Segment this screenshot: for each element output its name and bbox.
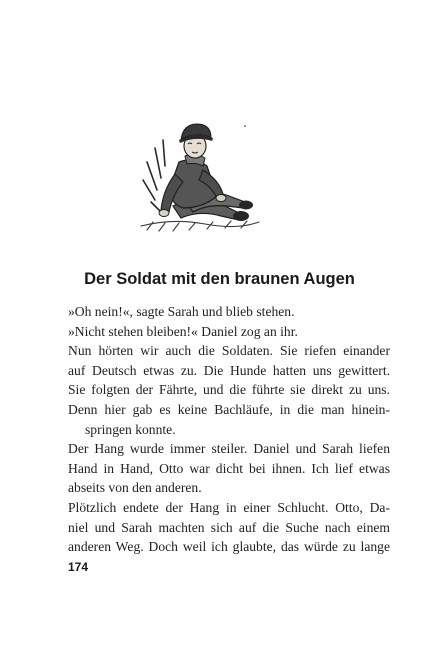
text-line: niel und Sarah machten sich auf die Suche nach einem: [68, 519, 390, 535]
text-line: Hand in Hand, Otto war dicht bei ihnen. Ich lief etwas: [68, 460, 390, 476]
text-line: »Oh nein!«, sagte Sarah und blieb stehen.: [68, 304, 295, 319]
text-line: anderen Weg. Doch weil ich glaubte, das würde zu lange: [68, 539, 390, 555]
text-line: auf Deutsch etwas zu. Die Hunde hatten uns gewittert.: [68, 362, 390, 378]
text-line: Nun hörten wir auch die Soldaten. Sie riefen einander: [68, 343, 390, 359]
sitting-soldier-illustration: [133, 118, 263, 238]
text-line: springen konnte.: [85, 421, 176, 437]
text-line: Plötzlich endete der Hang in einer Schlucht. Otto, Da-: [68, 499, 390, 515]
chapter-body-text: [68, 302, 390, 557]
text-line: »Nicht stehen bleiben!« Daniel zog an ihr.: [68, 323, 298, 339]
text-line: Denn hier gab es keine Bachläufe, in die man hinein-: [68, 401, 390, 417]
chapter-title: Der Soldat mit den braunen Augen: [84, 270, 355, 288]
text-line: Der Hang wurde immer steiler. Daniel und Sarah liefen: [68, 441, 390, 457]
text-line: abseits von den anderen.: [68, 480, 202, 496]
text-line: Sie folgten der Fährte, und die führte sie direkt zu uns.: [68, 382, 390, 398]
page-number: 174: [68, 560, 89, 574]
